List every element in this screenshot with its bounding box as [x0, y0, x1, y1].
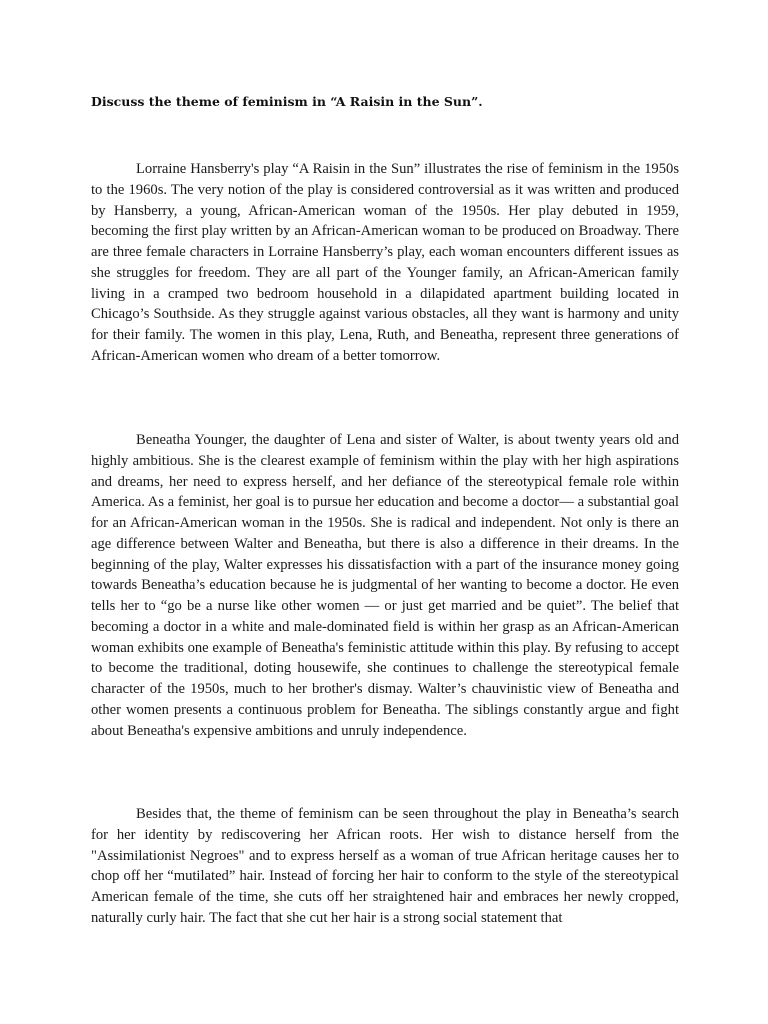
- paragraph-introduction: Lorraine Hansberry's play “A Raisin in the Sun” illustrates the rise of feminism in the 1950s to the 1960s. The very notion of the play is considered controversial as it was written and produced by Hansberry, a young, African-American woman of the 1950s. Her play debuted in 1959, becoming the first play written by an African-American woman to be produced on Broadway. There are three female characters in Lorraine Hansberry’s play, each woman encounters different issues as she struggles for freedom. They are all part of the Younger family, an African-American family living in a cramped two bedroom household in a dilapidated apartment building located in Chicago’s Southside. As they struggle against various obstacles, all they want is harmony and unity for their family. The women in this play, Lena, Ruth, and Beneatha, represent three generations of African-American women who dream of a better tomorrow.: [91, 161, 679, 364]
- paragraph-beneatha: Beneatha Younger, the daughter of Lena and sister of Walter, is about twenty years old and highly ambitious. She is the clearest example of feminism within the play with her high aspirations and dreams, her need to express herself, and her defiance of the stereotypical female role within America. As a feminist, her goal is to pursue her education and become a doctor— a substantial goal for an African-American woman in the 1950s. She is radical and independent. Not only is there an age difference between Walter and Beneatha, but there is also a difference in their dreams. In the beginning of the play, Walter expresses his dissatisfaction with a part of the insurance money going towards Beneatha’s education because he is judgmental of her wanting to become a doctor. He even tells her to “go be a nurse like other women — or just get married and be quiet”. The belief that becoming a doctor in a white and male-dominated field is within her grasp as an African-American woman exhibits one example of Beneatha's feministic attitude within this play. By refusing to accept to become the traditional, doting housewife, she continues to challenge the stereotypical female character of the 1950s, much to her brother's dismay. Walter’s chauvinistic view of Beneatha and other women presents a continuous problem for Beneatha. The siblings constantly argue and fight about Beneatha's expensive ambitions and unruly independence.: [91, 432, 679, 739]
- paragraph-identity: Besides that, the theme of feminism can be seen throughout the play in Beneatha’s search for her identity by rediscovering her African roots. Her wish to distance herself from the "Assimilationist Negroes" and to express herself as a woman of true African heritage causes her to chop off her “mutilated” hair. Instead of forcing her hair to conform to the style of the stereotypical American female of the time, she cuts off her straightened hair and embraces her newly cropped, naturally curly hair. The fact that she cut her hair is a strong social statement that: [91, 806, 679, 926]
- document-title: Discuss the theme of feminism in “A Raisin in the Sun”.: [91, 94, 483, 109]
